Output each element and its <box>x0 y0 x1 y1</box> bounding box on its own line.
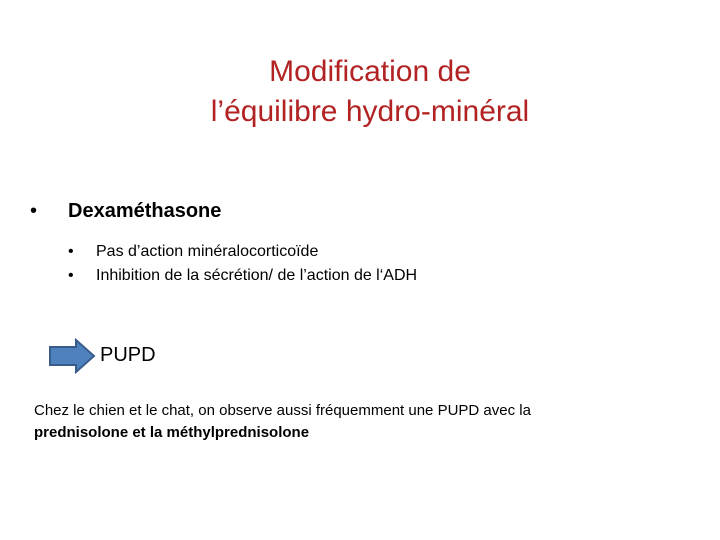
bullet-marker: • <box>30 200 38 222</box>
bullet-marker: • <box>68 267 74 284</box>
sub-bullet-item <box>68 240 417 264</box>
note-paragraph <box>34 400 674 444</box>
note-line-2: prednisolone et la méthylprednisolone <box>34 424 310 441</box>
title-line-1: Modification de <box>269 55 471 88</box>
main-bullet-label: Dexaméthasone <box>68 200 222 222</box>
note-line-1: Chez le chien et le chat, on observe aussi fréquemment une PUPD avec la <box>34 402 531 419</box>
main-bullet <box>30 200 221 223</box>
sub-bullet-item <box>68 264 417 288</box>
right-arrow-icon <box>48 338 96 374</box>
sub-bullet-list <box>68 240 417 288</box>
sub-bullet-text: Pas d’action minéralocorticoïde <box>96 243 319 260</box>
slide-title <box>0 52 720 132</box>
sub-bullet-text: Inhibition de la sécrétion/ de l’action de l‘ADH <box>96 267 418 284</box>
bullet-marker: • <box>68 243 74 260</box>
conclusion-label: PUPD <box>100 344 156 366</box>
title-line-2: l’équilibre hydro-minéral <box>210 95 530 128</box>
